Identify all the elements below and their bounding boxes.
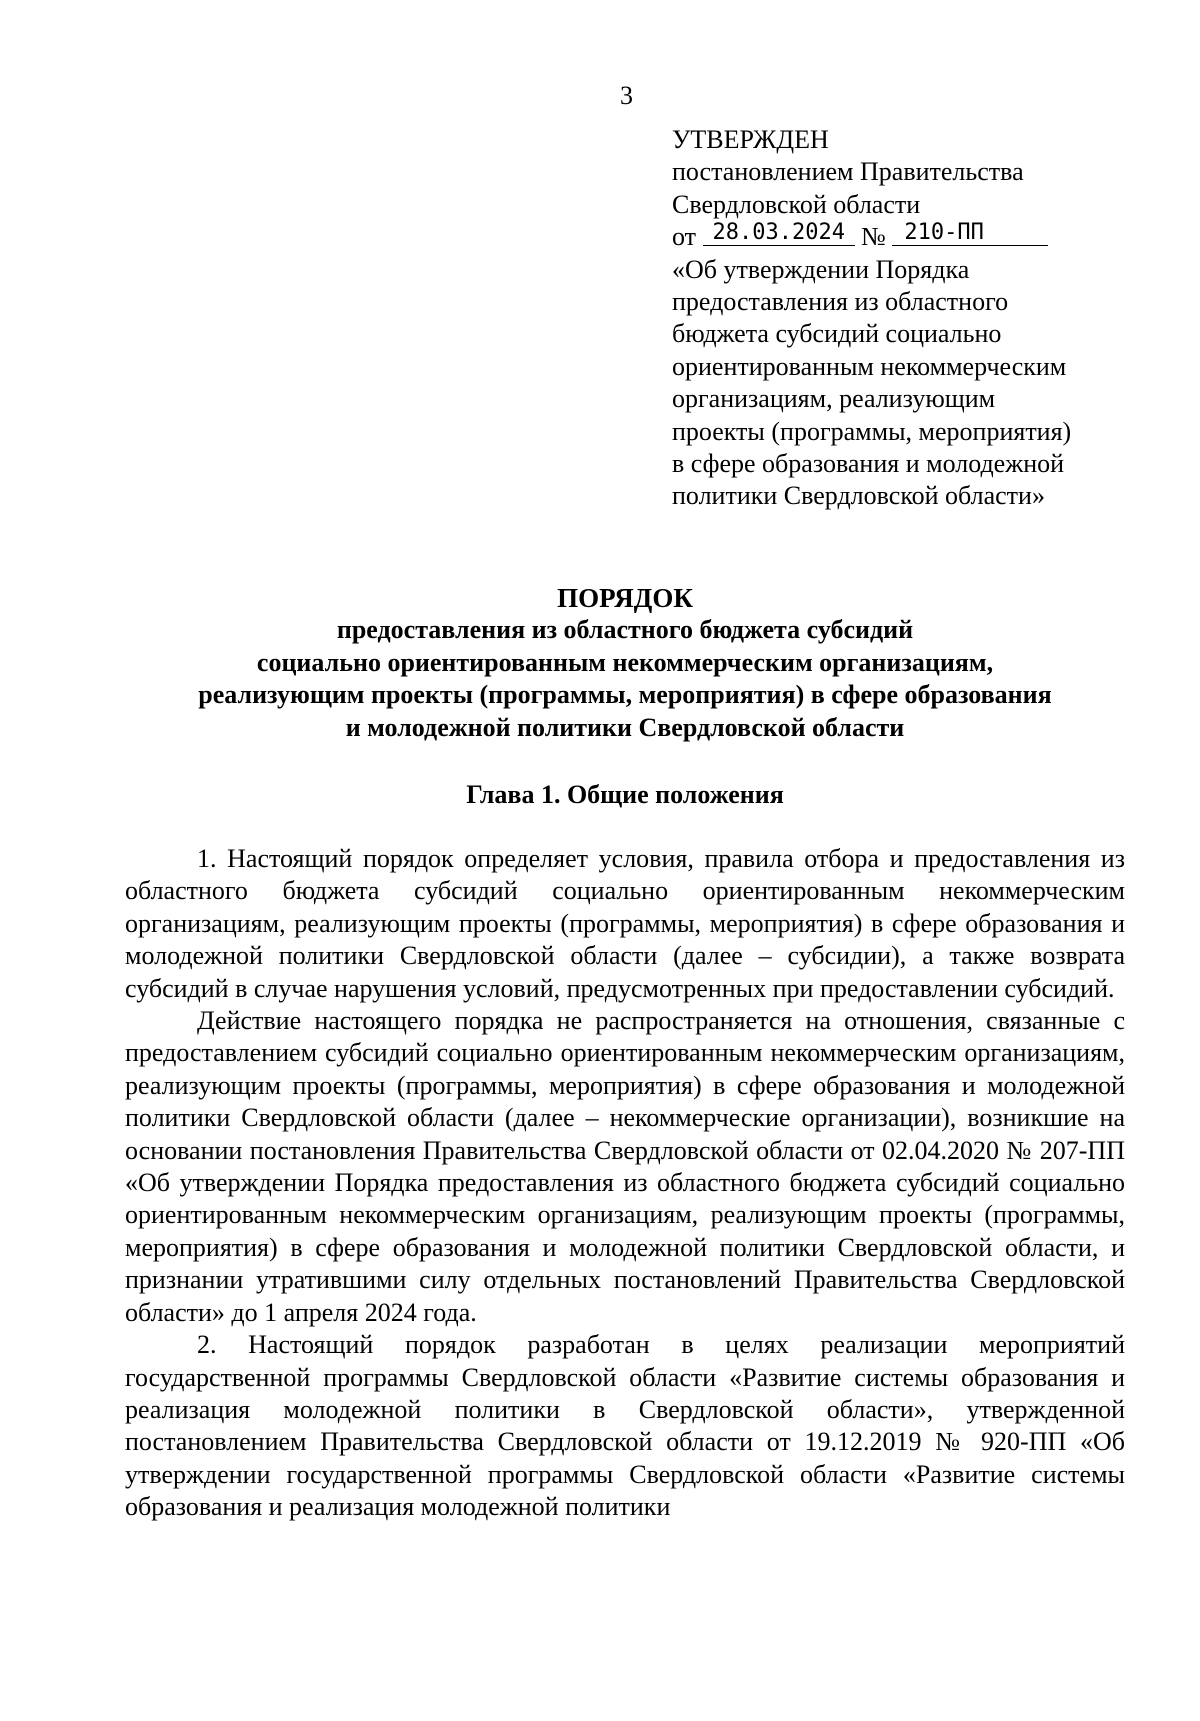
document-title-block: [125, 582, 1125, 744]
approval-subject-line: бюджета субсидий социально: [672, 319, 1002, 349]
document-subtitle-line: социально ориентированным некоммерческим организациям,: [256, 647, 994, 677]
body-paragraph: 1. Настоящий порядок определяет условия, правила отбора и предоставления из областного бюджета субсидий социально ориентированным некоммерческим организациям, реализующим проекты (программы, мероприятия) в сфере образования и молодежной политики Свердловской области (далее – субсидии), а также возврата субсидий в случае нарушения условий, предусмотренных при предоставлении субсидий.: [125, 844, 1125, 1003]
body-paragraph: Действие настоящего порядка не распространяется на отношения, связанные с предоставлением субсидий социально ориентированным некоммерческим организациям, реализующим проекты (программы, мероприятия) в сфере образования и молодежной политики Свердловской области (далее – некоммерческие организации), возникшие на основании постановления Правительства Свердловской области от 02.04.2020 № 207-ПП «Об утверждении Порядка предоставления из областного бюджета субсидий социально ориентированным некоммерческим организациям, реализующим проекты (программы, мероприятия) в сфере образования и молодежной политики Свердловской области, и признании утратившими силу отдельных постановлений Правительства Свердловской области» до 1 апреля 2024 года.: [125, 1006, 1125, 1327]
approval-subject-line: «Об утверждении Порядка: [672, 254, 970, 284]
approval-date-number-line: [672, 221, 1122, 253]
body-paragraph: 2. Настоящий порядок разработан в целях реализации мероприятий государственной программы Свердловской области «Развитие системы образования и реализация молодежной политики в Свердловской области», утвержденной постановлением Правительства Свердловской области от 19.12.2019 № 920-ПП «Об утверждении государственной программы Свердловской области «Развитие системы образования и реализация молодежной политики: [125, 1330, 1125, 1522]
approval-subject-line: организациям, реализующим: [672, 384, 996, 414]
approval-stamp: [672, 124, 1122, 513]
approval-date: 28.03.2024: [703, 221, 855, 246]
approval-heading: УТВЕРЖДЕН: [672, 125, 829, 154]
number-prefix: №: [861, 222, 886, 252]
approval-subject-line: политики Свердловской области»: [672, 481, 1045, 511]
approval-number: 210-ПП: [892, 221, 1048, 246]
approval-line: постановлением Правительства: [672, 157, 1024, 187]
document-subtitle-line: предоставления из областного бюджета субсидий: [336, 615, 914, 645]
date-prefix: от: [672, 222, 697, 252]
approval-subject-line: проекты (программы, мероприятия): [672, 416, 1072, 446]
document-subtitle-line: реализующим проекты (программы, мероприятия) в сфере образования: [198, 680, 1052, 710]
approval-subject-line: в сфере образования и молодежной: [672, 449, 1065, 479]
document-subtitle-line: и молодежной политики Свердловской области: [345, 712, 905, 742]
document-title: ПОРЯДОК: [557, 583, 693, 613]
page-number: 3: [620, 81, 633, 110]
chapter-heading: Глава 1. Общие положения: [466, 780, 784, 809]
approval-subject-line: ориентированным некоммерческим: [672, 351, 1067, 381]
document-body: [125, 843, 1125, 1524]
approval-line: Свердловской области: [672, 189, 921, 219]
approval-subject-line: предоставления из областного: [672, 287, 1009, 317]
